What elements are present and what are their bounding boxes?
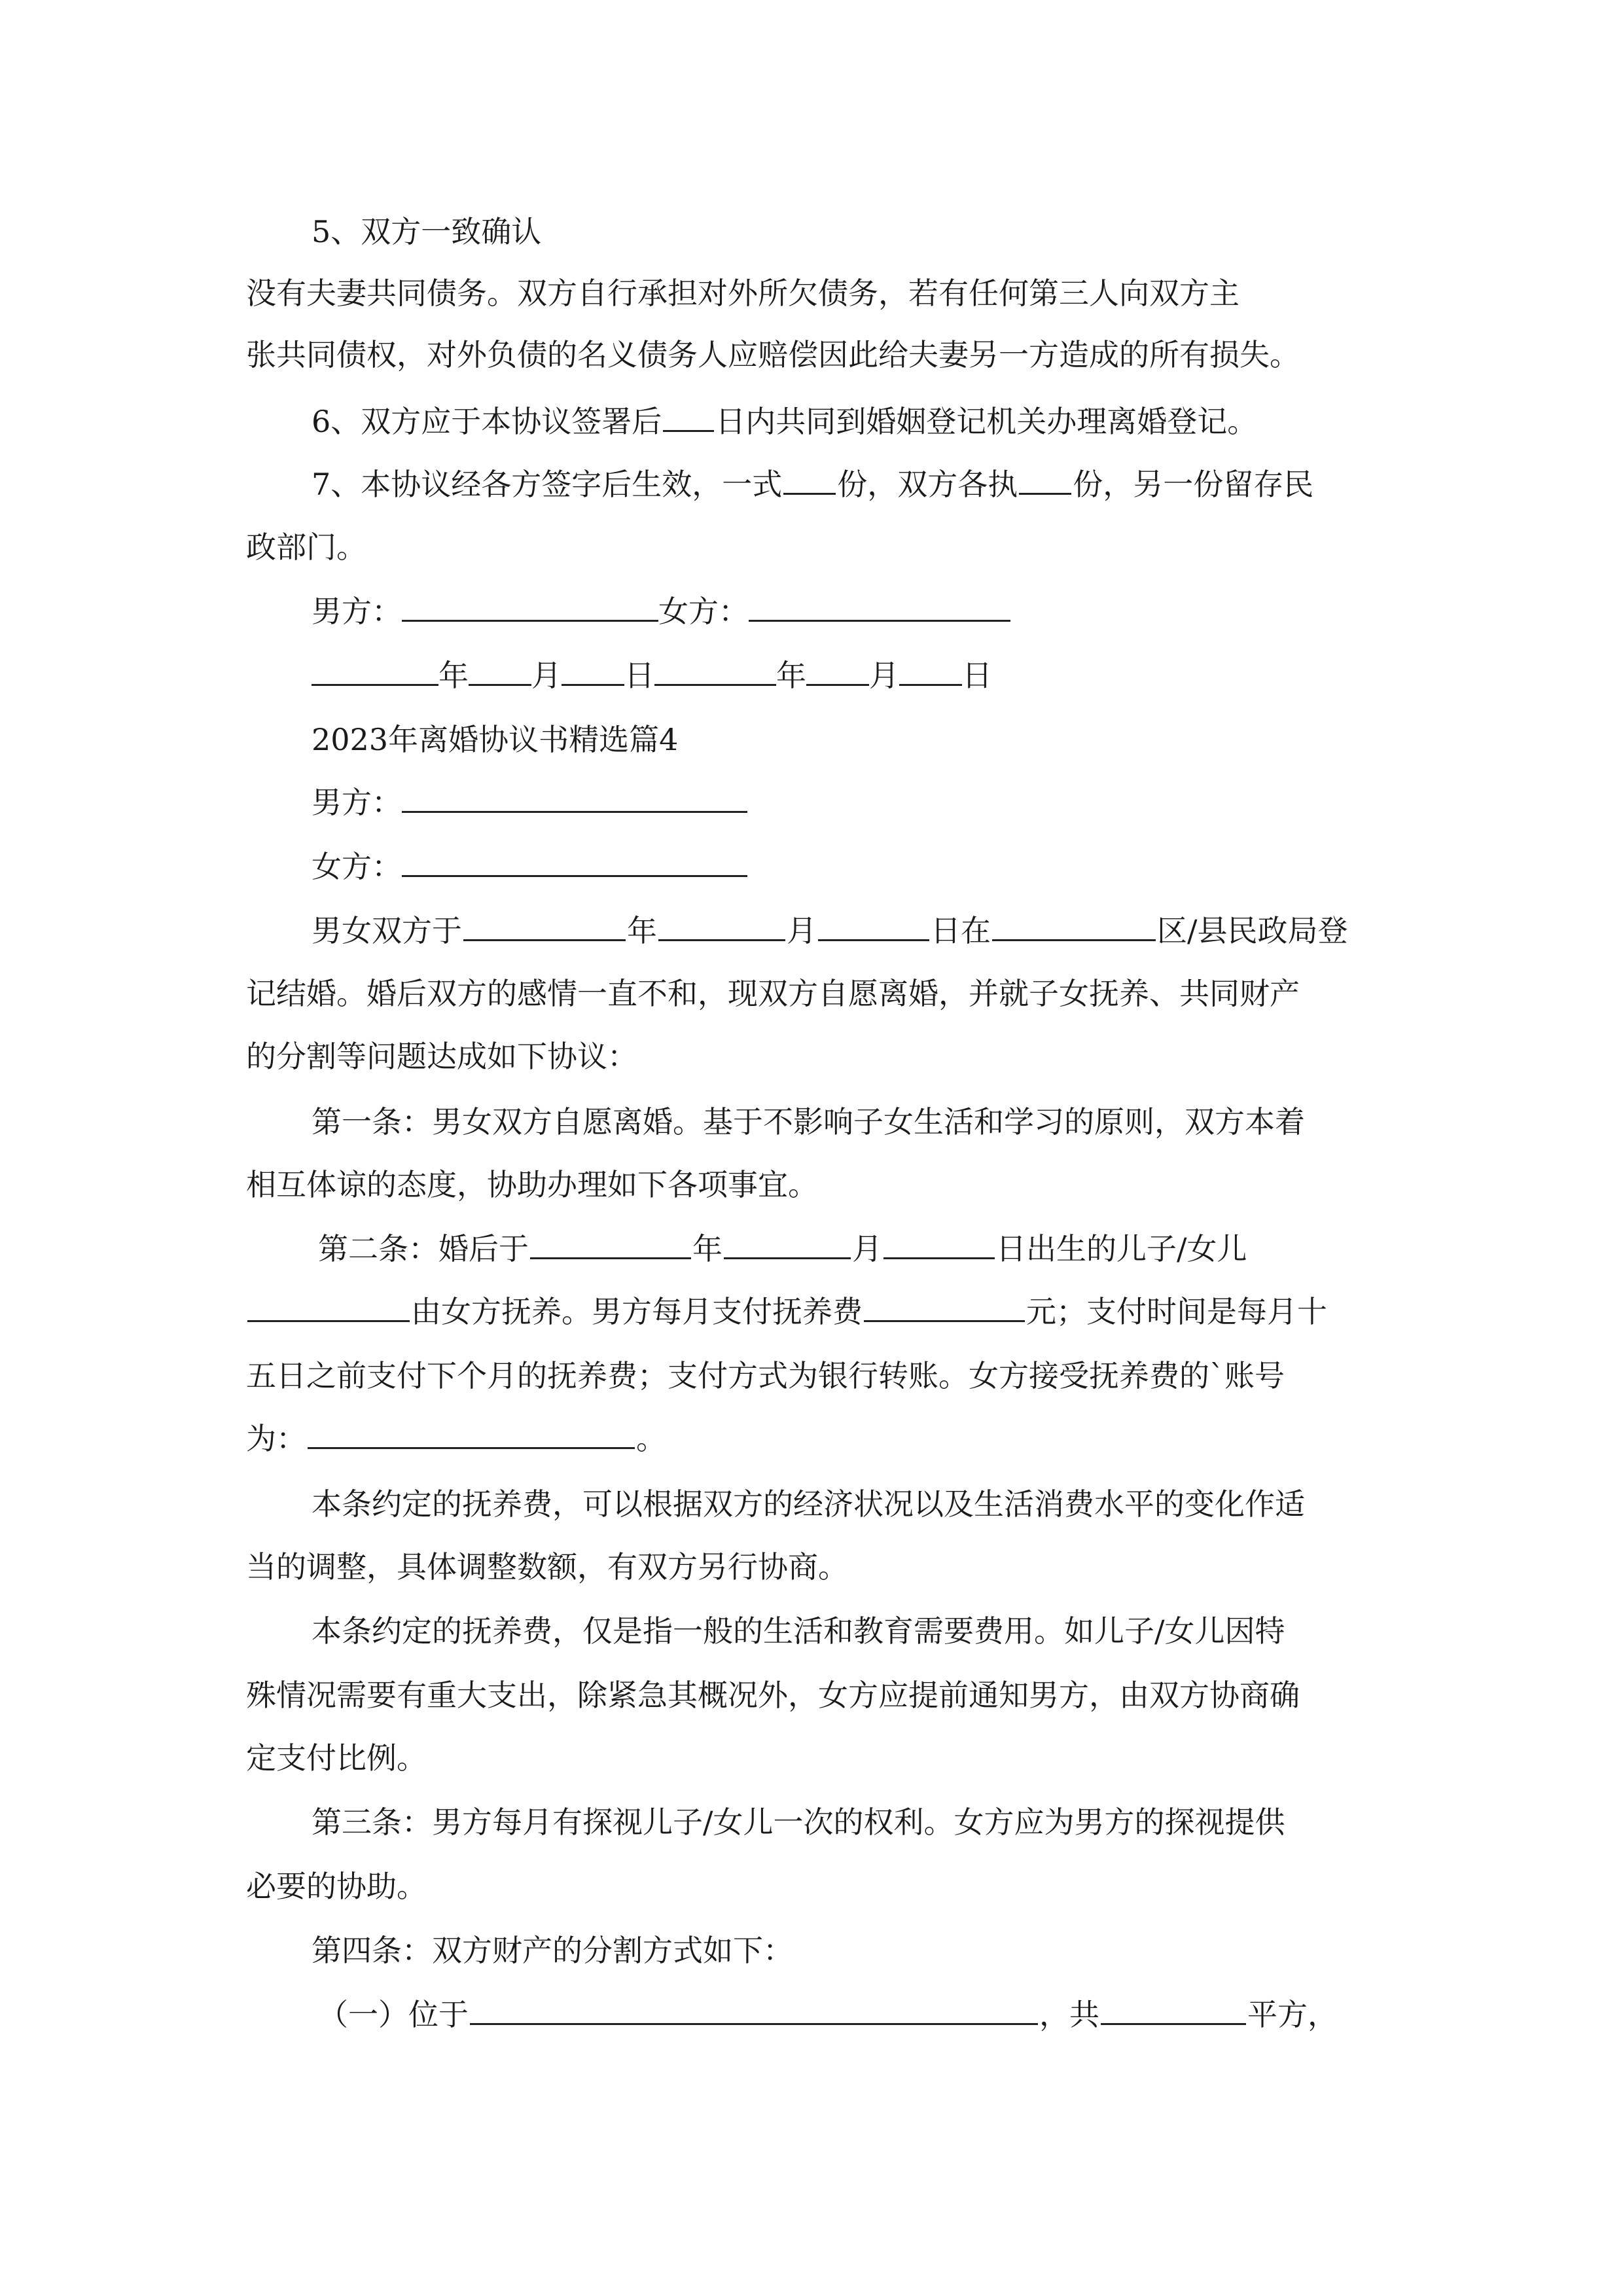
blank-birth-day: [883, 1229, 995, 1259]
debt-paragraph-line-1: 没有夫妻共同债务。双方自行承担对外所欠债务，若有任何第三人向双方主: [246, 276, 1240, 311]
blank-each-copies: [1019, 464, 1071, 495]
article-1-line-2: 相互体谅的态度，协助办理如下各项事宜。: [246, 1167, 818, 1202]
reg-year-label: 年: [627, 913, 657, 948]
blank-month-1: [469, 655, 531, 686]
female-party-row: [312, 846, 747, 888]
blank-month-2: [806, 655, 869, 686]
article-3-line-1: 第三条：男方每月有探视儿子/女儿一次的权利。女方应为男方的探视提供: [312, 1804, 1285, 1840]
clause-7-line-2: 政部门。: [246, 529, 366, 565]
article-2-line-3: 五日之前支付下个月的抚养费；支付方式为银行转账。女方接受抚养费的`账号: [246, 1358, 1285, 1393]
blank-day-1: [562, 655, 624, 686]
signature-row: [312, 590, 1010, 632]
blank-day-2: [899, 655, 962, 686]
prop-text-c: 平方，: [1247, 1997, 1338, 2032]
adjust-line-2: 当的调整，具体调整数额，有双方另行协商。: [246, 1549, 848, 1585]
article-2-line-4: [246, 1418, 666, 1460]
article-4-heading: 第四条：双方财产的分割方式如下：: [312, 1933, 793, 1968]
intro-line-2: 记结婚。婚后双方的感情一直不和，现双方自愿离婚，并就子女抚养、共同财产: [246, 976, 1300, 1011]
art2-text-d: 日出生的儿子/女儿: [996, 1231, 1247, 1266]
expense-line-2: 殊情况需要有重大支出，除紧急其概况外，女方应提前通知男方，由双方协商确: [246, 1677, 1300, 1713]
clause-7: [312, 463, 1313, 505]
article-1-line-1: 第一条：男女双方自愿离婚。基于不影响子女生活和学习的原则，双方本着: [312, 1104, 1305, 1139]
art2-month-label: 月: [852, 1231, 882, 1266]
clause-6-text-b: 日内共同到婚姻登记机关办理离婚登记。: [715, 404, 1258, 439]
expense-line-1: 本条约定的抚养费，仅是指一般的生活和教育需要费用。如儿子/女儿因特: [312, 1613, 1285, 1649]
blank-year-2: [654, 655, 776, 686]
adjust-line-1: 本条约定的抚养费，可以根据双方的经济状况以及生活消费水平的变化作适: [312, 1486, 1305, 1522]
prop-text-b: ，共: [1039, 1997, 1099, 2032]
blank-birth-month: [724, 1229, 851, 1259]
blank-reg-day: [818, 910, 929, 941]
blank-property-area: [1101, 1994, 1246, 2025]
art2-text-f: 元；支付时间是每月十: [1026, 1294, 1327, 1329]
female-label: 女方：: [658, 594, 749, 629]
male-label: 男方：: [312, 594, 402, 629]
reg-text-e: 区/县民政局登: [1157, 913, 1348, 948]
art2-text-a: 第二条：婚后于: [318, 1231, 529, 1266]
blank-days: [663, 401, 714, 432]
day-label-1: 日: [624, 658, 654, 693]
article-3-line-2: 必要的协助。: [246, 1869, 427, 1904]
blank-property-location: [470, 1994, 1038, 2025]
month-label-2: 月: [869, 658, 899, 693]
blank-reg-district: [992, 910, 1156, 941]
art2-year-label: 年: [692, 1231, 722, 1266]
male-party-line: [402, 782, 747, 813]
female-signature-line: [749, 591, 1010, 622]
date-row: [312, 655, 992, 696]
clause-7-text-b: 份，双方各执: [837, 467, 1018, 502]
blank-support-amount: [864, 1291, 1025, 1322]
reg-text-a: 男女双方于: [312, 913, 462, 948]
clause-6: [312, 401, 1257, 442]
day-label-2: 日: [962, 658, 992, 693]
property-line-1: [318, 1994, 1338, 2036]
art2-text-e: 由女方抚养。男方每月支付抚养费: [411, 1294, 863, 1329]
clause-6-text-a: 6、双方应于本协议签署后: [312, 404, 662, 439]
debt-paragraph-line-2: 张共同债权，对外负债的名义债务人应赔偿因此给夫妻另一方造成的所有损失。: [246, 337, 1300, 372]
blank-account-number: [308, 1418, 635, 1449]
month-label-1: 月: [531, 658, 562, 693]
reg-day-label: 日在: [931, 913, 991, 948]
female-party-line: [402, 846, 747, 877]
blank-child-name: [247, 1291, 410, 1322]
year-label-1: 年: [438, 658, 469, 693]
marriage-registration-line: [312, 910, 1348, 952]
year-label-2: 年: [776, 658, 806, 693]
male-party-row: [312, 781, 747, 823]
expense-line-3: 定支付比例。: [246, 1740, 427, 1776]
blank-reg-month: [658, 910, 785, 941]
art2-account-label: 为：: [246, 1421, 306, 1456]
blank-copies: [783, 464, 836, 495]
article-2-line-2: [246, 1291, 1327, 1333]
section-title: 2023年离婚协议书精选篇4: [312, 722, 679, 757]
intro-line-3: 的分割等问题达成如下协议：: [246, 1039, 637, 1074]
prop-text-a: （一）位于: [318, 1997, 469, 2032]
male-signature-line: [402, 591, 658, 622]
reg-month-label: 月: [787, 913, 817, 948]
female-party-label: 女方：: [312, 849, 402, 884]
blank-year-1: [312, 655, 438, 686]
male-party-label: 男方：: [312, 785, 402, 820]
article-2-line-1: [318, 1228, 1247, 1270]
clause-7-text-a: 7、本协议经各方签字后生效，一式: [312, 467, 783, 502]
blank-reg-year: [463, 910, 626, 941]
blank-birth-year: [530, 1229, 691, 1259]
art2-period: 。: [636, 1421, 666, 1456]
clause-7-text-c: 份，另一份留存民: [1073, 467, 1314, 502]
clause-5-heading: 5、双方一致确认: [312, 214, 542, 249]
